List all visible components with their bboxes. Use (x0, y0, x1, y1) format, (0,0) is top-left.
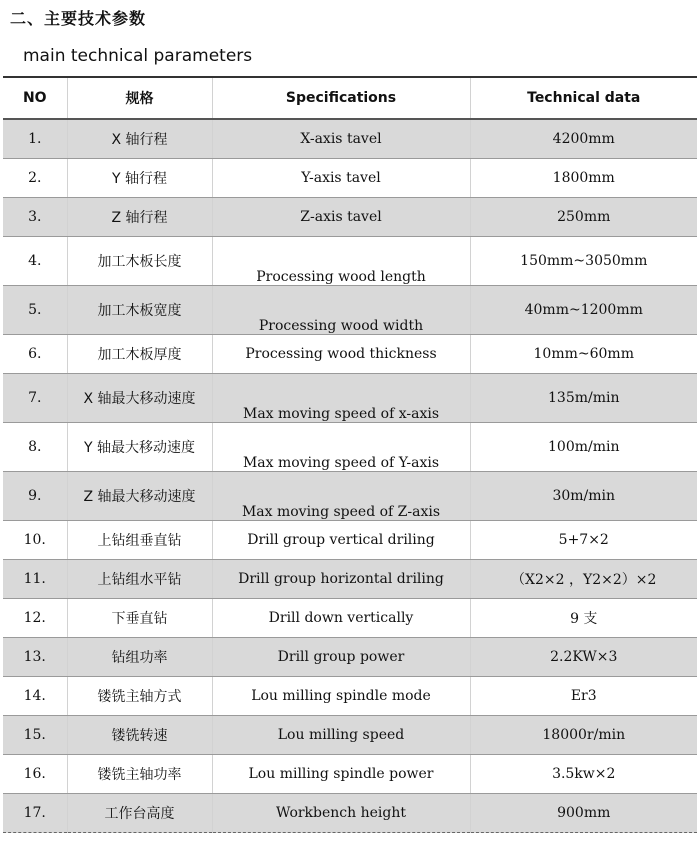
header-spec-cn: 规格 (67, 77, 212, 119)
spec-name-en: Processing wood length (212, 237, 470, 286)
spec-name-cn: 钻组功率 (67, 638, 212, 677)
spec-value: 2.2KW×3 (470, 638, 697, 677)
spec-name-en: Lou milling spindle power (212, 755, 470, 794)
row-number: 3. (3, 198, 67, 237)
row-number: 5. (3, 286, 67, 335)
header-specifications: Specifications (212, 77, 470, 119)
table-row (3, 286, 697, 335)
table-row (3, 472, 697, 521)
spec-value: 150mm~3050mm (470, 237, 697, 286)
spec-name-cn: 上钻组垂直钻 (67, 521, 212, 560)
table-row (3, 638, 697, 677)
spec-value: 4200mm (470, 119, 697, 159)
spec-value: 5+7×2 (470, 521, 697, 560)
row-number: 17. (3, 794, 67, 833)
row-number: 7. (3, 374, 67, 423)
spec-name-cn: 加工木板宽度 (67, 286, 212, 335)
spec-value: Er3 (470, 677, 697, 716)
spec-value: 3.5kw×2 (470, 755, 697, 794)
spec-name-cn: 镂铣主轴方式 (67, 677, 212, 716)
spec-name-cn: 加工木板厚度 (67, 335, 212, 374)
table-row (3, 423, 697, 472)
spec-name-cn: 下垂直钻 (67, 599, 212, 638)
spec-value: 100m/min (470, 423, 697, 472)
spec-name-cn: 镂铣转速 (67, 716, 212, 755)
table-row (3, 560, 697, 599)
row-number: 1. (3, 119, 67, 159)
row-number: 8. (3, 423, 67, 472)
row-number: 10. (3, 521, 67, 560)
header-technical-data: Technical data (470, 77, 697, 119)
table-row (3, 335, 697, 374)
spec-value: 18000r/min (470, 716, 697, 755)
spec-name-en: Workbench height (212, 794, 470, 833)
spec-name-en: Drill down vertically (212, 599, 470, 638)
spec-name-cn: X 轴行程 (67, 119, 212, 159)
table-row (3, 521, 697, 560)
spec-name-en: Drill group power (212, 638, 470, 677)
spec-name-en: Lou milling speed (212, 716, 470, 755)
spec-value: 250mm (470, 198, 697, 237)
spec-name-en: Max moving speed of Y-axis (212, 423, 470, 472)
spec-value: 30m/min (470, 472, 697, 521)
table-row (3, 198, 697, 237)
section-heading-english: main technical parameters (23, 46, 253, 66)
spec-name-en: Y-axis tavel (212, 159, 470, 198)
spec-value: 40mm~1200mm (470, 286, 697, 335)
table-row (3, 716, 697, 755)
spec-name-cn: Y 轴最大移动速度 (67, 423, 212, 472)
spec-name-en: Z-axis tavel (212, 198, 470, 237)
row-number: 9. (3, 472, 67, 521)
row-number: 6. (3, 335, 67, 374)
table-row (3, 755, 697, 794)
row-number: 11. (3, 560, 67, 599)
spec-name-cn: Z 轴行程 (67, 198, 212, 237)
table-row (3, 599, 697, 638)
spec-name-cn: Z 轴最大移动速度 (67, 472, 212, 521)
technical-parameters-table (3, 76, 697, 833)
row-number: 13. (3, 638, 67, 677)
spec-name-cn: Y 轴行程 (67, 159, 212, 198)
spec-name-cn: 加工木板长度 (67, 237, 212, 286)
spec-value: （X2×2 ，Y2×2）×2 (470, 560, 697, 599)
spec-name-en: Lou milling spindle mode (212, 677, 470, 716)
table-row (3, 794, 697, 833)
spec-name-cn: 上钻组水平钻 (67, 560, 212, 599)
table-row (3, 119, 697, 159)
spec-name-en: Max moving speed of x-axis (212, 374, 470, 423)
spec-value: 135m/min (470, 374, 697, 423)
section-heading-chinese: 二、主要技术参数 (10, 9, 147, 28)
table-row (3, 374, 697, 423)
table-row (3, 237, 697, 286)
row-number: 12. (3, 599, 67, 638)
spec-name-en: Max moving speed of Z-axis (212, 472, 470, 521)
spec-value: 10mm~60mm (470, 335, 697, 374)
row-number: 16. (3, 755, 67, 794)
spec-value: 1800mm (470, 159, 697, 198)
spec-name-cn: 镂铣主轴功率 (67, 755, 212, 794)
row-number: 15. (3, 716, 67, 755)
spec-value: 9 支 (470, 599, 697, 638)
spec-name-en: Drill group vertical driling (212, 521, 470, 560)
row-number: 2. (3, 159, 67, 198)
header-no: NO (3, 77, 67, 119)
spec-name-en: Processing wood width (212, 286, 470, 335)
spec-name-cn: X 轴最大移动速度 (67, 374, 212, 423)
row-number: 14. (3, 677, 67, 716)
table-row (3, 159, 697, 198)
table-header-row (3, 77, 697, 119)
spec-value: 900mm (470, 794, 697, 833)
row-number: 4. (3, 237, 67, 286)
spec-name-en: Processing wood thickness (212, 335, 470, 374)
spec-name-cn: 工作台高度 (67, 794, 212, 833)
spec-name-en: X-axis tavel (212, 119, 470, 159)
spec-name-en: Drill group horizontal driling (212, 560, 470, 599)
table-row (3, 677, 697, 716)
